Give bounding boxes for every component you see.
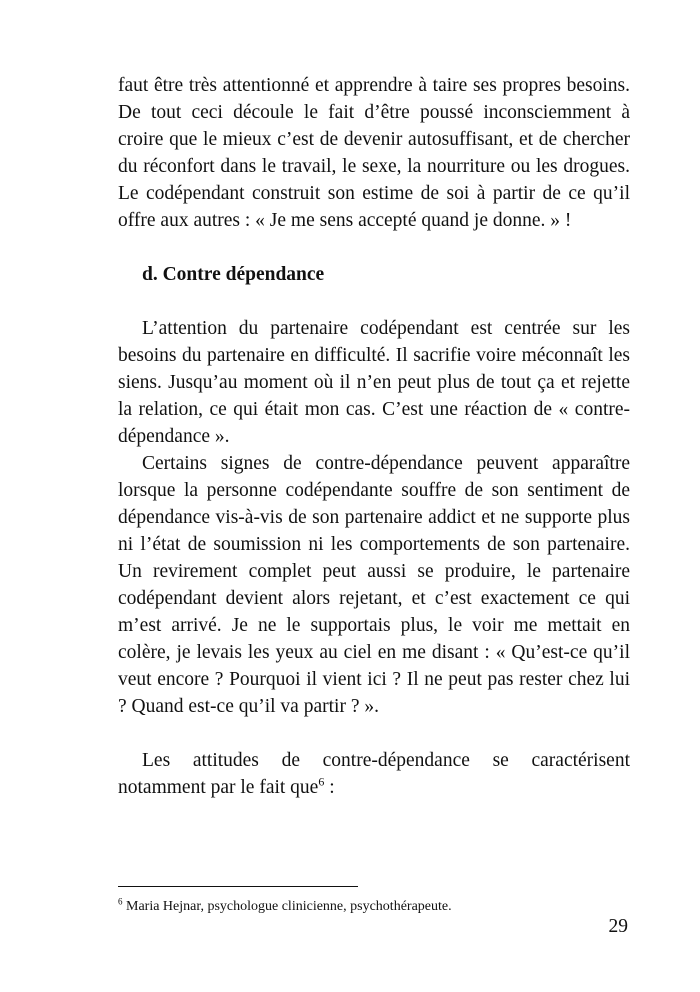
paragraph-signs: Certains signes de contre-dépendance peuvent apparaître lorsque la personne codépendante souffre de son sentiment de dépendance vis-à-vis de son partenaire addict et ne supporte plus ni l’état de soumission ni les comportements de son partenaire. Un revirement complet peut aussi se produire, le partenaire codépendant devient alors rejetant, et c’est exactement ce qui m’est arrivé. Je ne le supportais plus, le voir me mettait en colère, je levais les yeux au ciel en me disant : « Qu’est-ce qu’il veut encore ? Pourquoi il vient ici ? Il ne peut pas rester chez lui ? Quand est-ce qu’il va partir ? ». [118, 453, 630, 717]
paragraph-attitudes-end: : [324, 777, 335, 798]
paragraph-attitudes [118, 747, 630, 801]
paragraph-continued: faut être très attentionné et apprendre à taire ses propres besoins. De tout ceci découle le fait d’être poussé inconsciemment à croire que le mieux c’est de devenir autosuffisant, et de chercher du réconfort dans le travail, le sexe, la nourriture ou les drogues. Le codépendant construit son estime de soi à partir de ce qu’il offre aux autres : « Je me sens accepté quand je donne. » ! [118, 75, 630, 231]
page-body [118, 72, 630, 801]
footnote-marker: 6 [118, 896, 123, 907]
footnote-divider [118, 886, 358, 887]
footnote-text: Maria Hejnar, psychologue clinicienne, psychothérapeute. [122, 899, 452, 914]
paragraph-attitudes-text: Les attitudes de contre-dépendance se caractérisent notamment par le fait que [118, 750, 630, 798]
section-heading: d. Contre dépendance [142, 264, 325, 285]
footnote [118, 898, 452, 916]
page-number: 29 [608, 916, 628, 937]
paragraph-gap [118, 720, 630, 747]
paragraph-attention: L’attention du partenaire codépendant est centrée sur les besoins du partenaire en difficulté. Il sacrifie voire méconnaît les siens. Jusqu’au moment où il n’en peut plus de tout ça et rejette la relation, ce qui était mon cas. C’est une réaction de « contre-dépendance ». [118, 318, 630, 447]
footnote-reference: 6 [318, 774, 325, 789]
